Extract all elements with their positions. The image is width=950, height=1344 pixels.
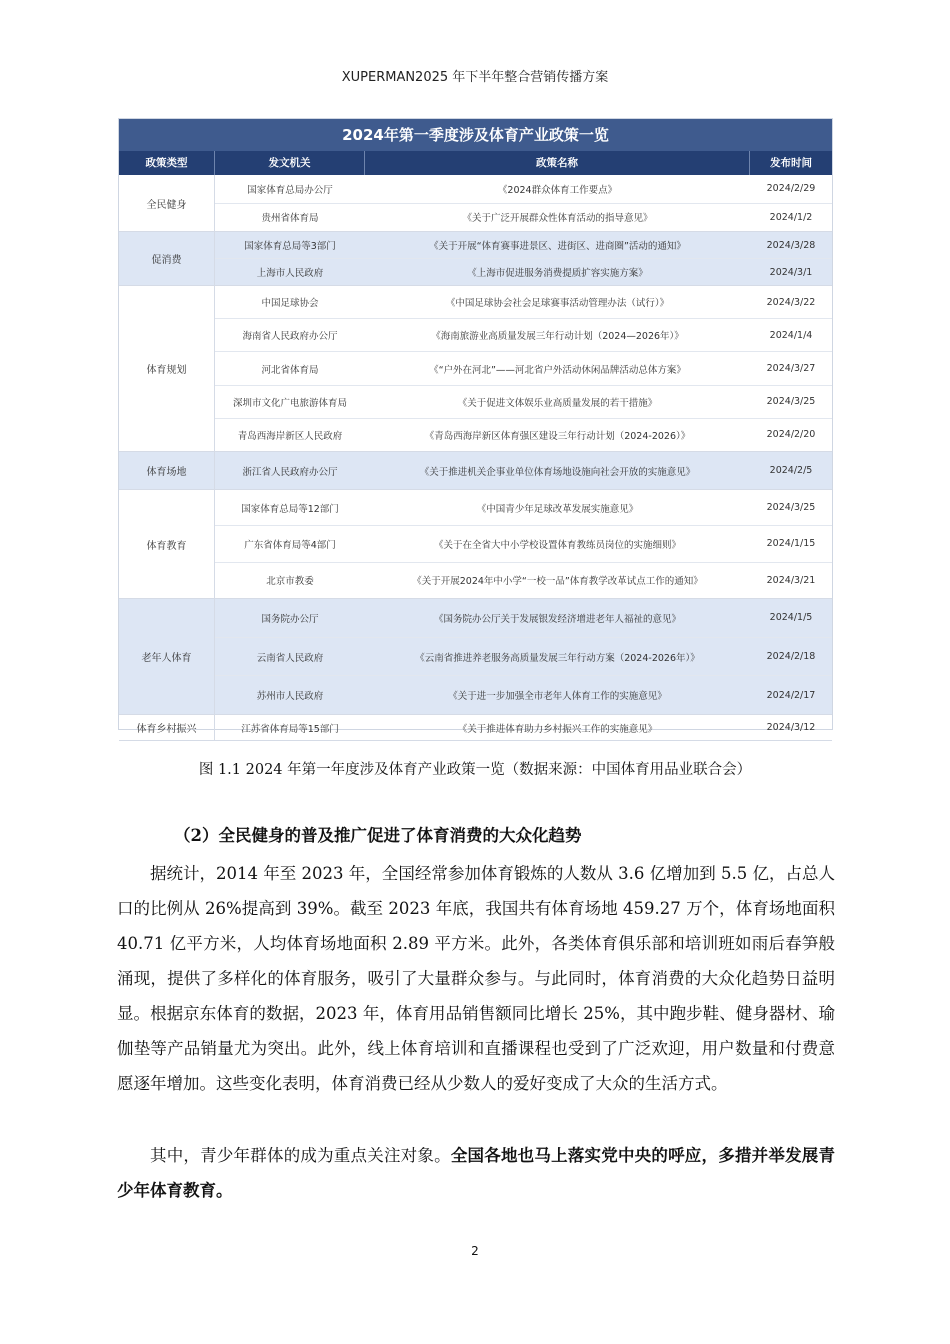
release-date-cell: 2024/2/29: [766, 183, 816, 195]
policy-name-cell: 《关于推进体育助力乡村振兴工作的实施意见》: [457, 723, 658, 735]
policy-group: [119, 286, 832, 452]
policy-group: [119, 175, 832, 232]
issuing-org-cell: 云南省人民政府: [256, 652, 324, 664]
policy-name-cell: 《海南旅游业高质量发展三年行动计划（2024—2026年）》: [431, 331, 684, 343]
policy-group: [119, 452, 832, 490]
issuing-org-cell: 国家体育总局等3部门: [244, 241, 336, 252]
table-row: [215, 175, 832, 203]
policy-type-cell: 老年人体育: [119, 599, 215, 714]
policy-name-cell: 《青岛西海岸新区体育强区建设三年行动计划（2024-2026）》: [424, 430, 691, 442]
table-title: 2024年第一季度涉及体育产业政策一览: [119, 119, 832, 151]
issuing-org-cell: 国家体育总局办公厅: [247, 184, 333, 196]
issuing-org-cell: 海南省人民政府办公厅: [242, 331, 338, 343]
table-row: [215, 385, 832, 418]
release-date-cell: 2024/2/18: [766, 651, 816, 662]
policy-name-cell: 《关于广泛开展群众性体育活动的指导意见》: [462, 213, 653, 225]
body-paragraph-1: 据统计，2014 年至 2023 年，全国经常参加体育锻炼的人数从 3.6 亿增加到 5.5 亿，占总人口的比例从 26%提高到 39%。截至 2023 年底，我国共有体育场地 459.27 万个，体育场地面积 40.71 亿平方米，人均体育场地面积 2.89 平方米。此外，各类体育俱乐部和培训班如雨后春笋般涌现，提供了多样化的体育服务，吸引了大量群众参与。与此同时，体育消费的大众化趋势日益明显。根据京东体育的数据，2023 年，体育用品销售额同比增长 25%，其中跑步鞋、健身器材、瑜伽垫等产品销量尤为突出。此外，线上体育培训和直播课程也受到了广泛欢迎，用户数量和付费意愿逐年增加。这些变化表明，体育消费已经从少数人的爱好变成了大众的生活方式。: [117, 864, 835, 1093]
policy-name-cell: 《“户外在河北”——河北省户外活动休闲品牌活动总体方案》: [429, 364, 686, 376]
table-row: [215, 351, 832, 384]
release-date-cell: 2024/2/17: [766, 689, 816, 701]
policy-group: [119, 232, 832, 286]
group-rows: [215, 715, 832, 740]
release-date-cell: 2024/1/2: [769, 211, 813, 223]
policy-name-cell: 《关于进一步加强全市老年人体育工作的实施意见》: [448, 691, 667, 703]
table-header-row: [119, 151, 832, 175]
policy-name-cell: 《关于开展“体育赛事进景区、进街区、进商圈”活动的通知》: [429, 241, 686, 252]
table-row: [215, 203, 832, 232]
table-row: [215, 715, 832, 740]
page-header: XUPERMAN2025 年下半年整合营销传播方案: [341, 70, 609, 85]
policy-group: [119, 599, 832, 715]
issuing-org-cell: 国务院办公厅: [261, 613, 319, 625]
release-date-cell: 2024/1/15: [766, 538, 816, 550]
policy-table-figure: [118, 118, 833, 735]
table-row: [215, 525, 832, 561]
policy-name-cell: 《关于在全省大中小学校设置体育教练员岗位的实施细则》: [433, 539, 681, 551]
policy-name-cell: 《关于开展2024年中小学“一校一品”体育教学改革试点工作的通知》: [412, 576, 703, 588]
release-date-cell: 2024/3/28: [766, 239, 816, 251]
policy-type-cell: 体育场地: [119, 452, 215, 489]
policy-type-cell: 体育教育: [119, 490, 215, 598]
issuing-org-cell: 深圳市文化广电旅游体育局: [232, 397, 347, 409]
policy-name-cell: 《中国足球协会社会足球赛事活动管理办法（试行）》: [445, 298, 670, 310]
body-paragraph-2: [117, 1138, 835, 1208]
release-date-cell: 2024/2/5: [769, 465, 813, 476]
header-policy-name: 政策名称: [365, 151, 750, 175]
release-date-cell: 2024/3/1: [769, 266, 813, 278]
release-date-cell: 2024/3/25: [766, 502, 816, 514]
policy-name-cell: 《云南省推进养老服务高质量发展三年行动方案（2024-2026年）》: [415, 652, 700, 664]
policy-name-cell: 《关于促进文体娱乐业高质量发展的若干措施》: [457, 397, 658, 409]
issuing-org-cell: 北京市教委: [266, 576, 314, 588]
policy-type-cell: 体育规划: [119, 286, 215, 451]
issuing-org-cell: 苏州市人民政府: [256, 691, 324, 703]
issuing-org-cell: 国家体育总局等12部门: [241, 503, 339, 515]
section-subheading: （2）全民健身的普及推广促进了体育消费的大众化趋势: [174, 826, 582, 845]
policy-type-cell: 促消费: [119, 232, 215, 285]
release-date-cell: 2024/1/5: [769, 612, 813, 624]
figure-caption: 图 1.1 2024 年第一年度涉及体育产业政策一览（数据来源：中国体育用品业联合会）: [198, 762, 752, 778]
policy-group: [119, 490, 832, 599]
release-date-cell: 2024/3/27: [766, 363, 816, 374]
release-date-cell: 2024/1/4: [769, 329, 813, 341]
group-rows: [215, 175, 832, 231]
policy-name-cell: 《中国青少年足球改革发展实施意见》: [476, 503, 639, 515]
release-date-cell: 2024/3/12: [766, 722, 816, 733]
policy-type-cell: 体育乡村振兴: [119, 715, 215, 740]
issuing-org-cell: 江苏省体育局等15部门: [241, 723, 339, 735]
table-row: [215, 452, 832, 489]
release-date-cell: 2024/3/22: [766, 296, 816, 308]
table-row: [215, 232, 832, 258]
policy-group: [119, 715, 832, 741]
header-release-date: 发布时间: [770, 157, 812, 169]
group-rows: [215, 286, 832, 451]
release-date-cell: 2024/2/20: [766, 429, 816, 441]
table-row: [215, 258, 832, 285]
issuing-org-cell: 贵州省体育局: [261, 213, 319, 225]
table-row: [215, 637, 832, 676]
issuing-org-cell: 青岛西海岸新区人民政府: [237, 430, 343, 442]
policy-name-cell: 《关于推进机关企事业单位体育场地设施向社会开放的实施意见》: [419, 466, 696, 478]
table-row: [215, 318, 832, 351]
issuing-org-cell: 上海市人民政府: [256, 268, 324, 279]
table-row: [215, 599, 832, 637]
paragraph-2-bold-text: 全国各地也马上落实党中央的呼应，多措并举发展青少年体育教育。: [117, 1146, 836, 1200]
issuing-org-cell: 中国足球协会: [261, 298, 319, 310]
table-row: [215, 418, 832, 451]
issuing-org-cell: 广东省体育局等4部门: [244, 539, 336, 551]
release-date-cell: 2024/3/25: [766, 396, 816, 408]
page-number: 2: [471, 1244, 479, 1258]
group-rows: [215, 599, 832, 714]
header-issuing-org: 发文机关: [215, 151, 365, 175]
header-policy-type: 政策类型: [119, 151, 215, 175]
table-row: [215, 675, 832, 714]
release-date-cell: 2024/3/21: [766, 574, 816, 586]
group-rows: [215, 232, 832, 285]
paragraph-2-text: 其中，青少年群体的成为重点关注对象。: [150, 1146, 451, 1165]
policy-type-cell: 全民健身: [119, 175, 215, 231]
policy-name-cell: 《上海市促进服务消费提质扩容实施方案》: [467, 268, 648, 279]
table-row: [215, 286, 832, 318]
issuing-org-cell: 河北省体育局: [261, 364, 319, 376]
group-rows: [215, 452, 832, 489]
table-row: [215, 562, 832, 598]
table-body: [119, 175, 832, 741]
policy-name-cell: 《2024群众体育工作要点》: [497, 184, 618, 196]
table-row: [215, 490, 832, 525]
policy-name-cell: 《国务院办公厅关于发展银发经济增进老年人福祉的意见》: [433, 613, 681, 625]
issuing-org-cell: 浙江省人民政府办公厅: [242, 466, 338, 478]
group-rows: [215, 490, 832, 598]
